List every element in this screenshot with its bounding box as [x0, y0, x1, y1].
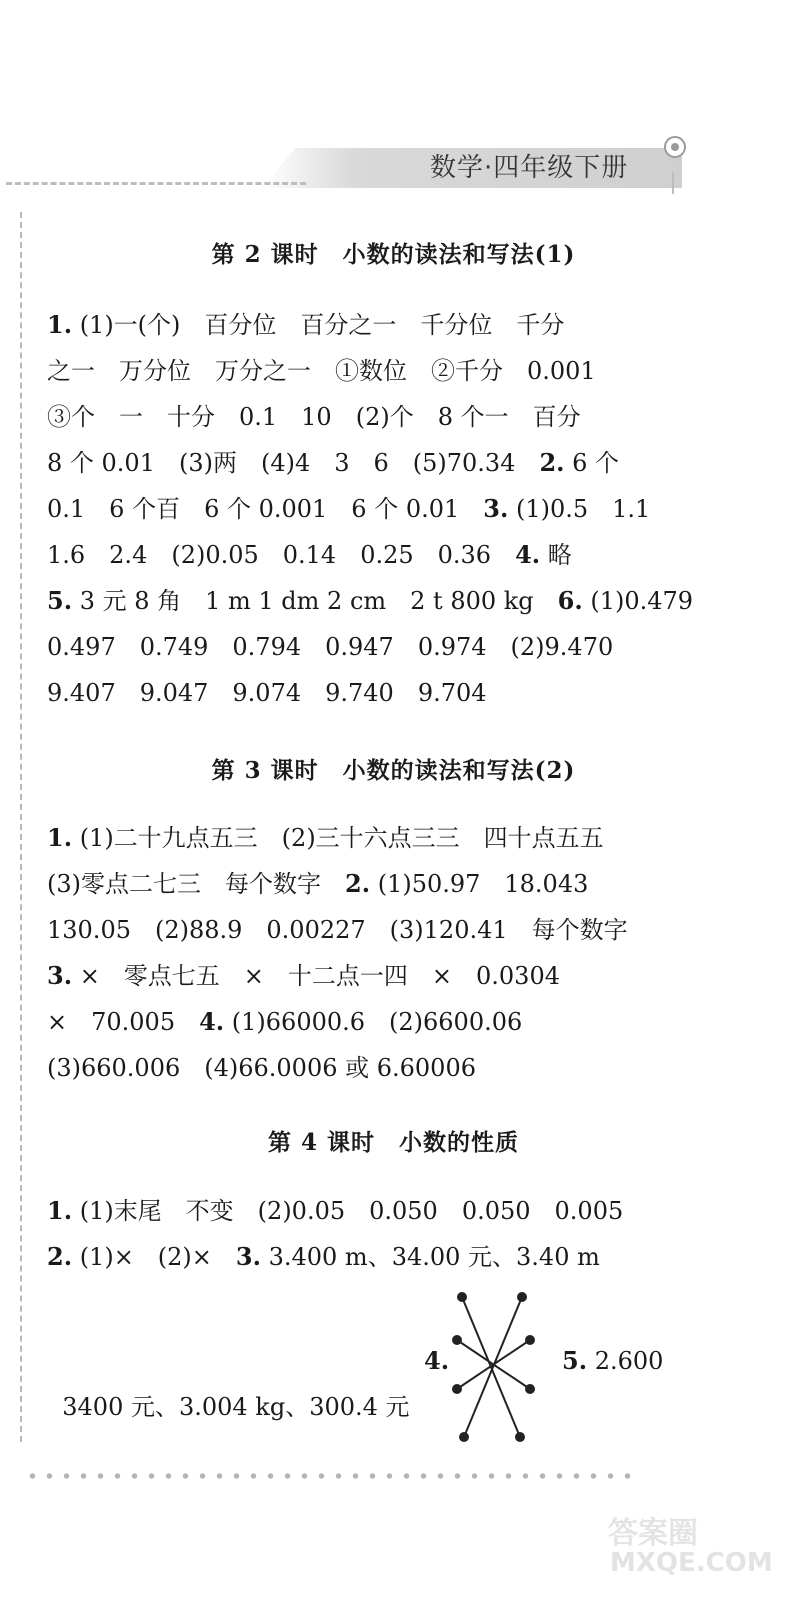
question-number: 4.	[199, 1007, 225, 1036]
answer-text: (1)× (2)×	[72, 1243, 236, 1271]
answer-text: (1)0.5 1.1	[508, 495, 651, 523]
answer-line	[47, 1234, 687, 1280]
answer-text: 9.407 9.047 9.074 9.740 9.704	[47, 679, 487, 707]
question-number: 1.	[47, 1196, 73, 1225]
answer-line	[47, 578, 694, 624]
answer-line	[47, 486, 687, 532]
answer-text: (1)一(个) 百分位 百分之一 千分位 千分	[72, 311, 565, 339]
answer-line	[47, 815, 687, 861]
question-number: 1.	[47, 823, 73, 852]
question-number: 3.	[235, 1242, 261, 1271]
answer-text: (1)末尾 不变 (2)0.05 0.050 0.050 0.005	[72, 1197, 624, 1225]
answer-text: 0.1 6 个百 6 个 0.001 6 个 0.01	[47, 495, 484, 523]
question-number: 4.	[515, 540, 541, 569]
question-5-number: 5.	[562, 1346, 588, 1375]
left-margin-rule	[20, 212, 22, 1442]
header-dash-line	[6, 182, 306, 185]
watermark-logo-text: 答案圈	[608, 1516, 698, 1551]
answer-line	[47, 394, 687, 440]
answer-text: × 零点七五 × 十二点一四 × 0.0304	[72, 962, 560, 990]
answer-text: (1)66000.6 (2)6600.06	[224, 1008, 523, 1036]
answer-text: (3)660.006 (4)66.0006 或 6.60006	[47, 1054, 476, 1082]
section-title-lesson-2: 第 2 课时 小数的读法和写法(1)	[211, 241, 576, 268]
answer-text: (3)零点二七三 每个数字	[47, 870, 345, 898]
question-5-answer: 2.600	[594, 1347, 664, 1375]
answer-text: 1.6 2.4 (2)0.05 0.14 0.25 0.36	[47, 541, 516, 569]
answer-line	[47, 1045, 687, 1091]
question-number: 3.	[483, 494, 509, 523]
question-number: 5.	[47, 586, 73, 615]
question-4-number: 4.	[424, 1346, 450, 1375]
answer-text: × 70.005	[47, 1008, 200, 1036]
answer-line	[47, 953, 687, 999]
answer-text: (1)二十九点五三 (2)三十六点三三 四十点五五	[72, 824, 604, 852]
answer-text: 6 个	[564, 449, 620, 477]
answer-line	[47, 440, 687, 486]
answer-line	[47, 861, 687, 907]
page-header-title: 数学·四年级下册	[430, 153, 629, 183]
question-number: 6.	[557, 586, 583, 615]
matching-lines-diagram	[452, 1292, 542, 1442]
question-number: 2.	[345, 869, 371, 898]
section-title-lesson-4: 第 4 课时 小数的性质	[267, 1129, 520, 1156]
question-number: 2.	[539, 448, 565, 477]
section-body-lesson-2	[47, 302, 694, 716]
answer-text: 3.400 m、34.00 元、3.40 m	[260, 1243, 600, 1271]
answer-line	[47, 670, 687, 716]
answer-text: (1)50.97 18.043	[370, 870, 589, 898]
section-body-lesson-4	[47, 1188, 687, 1280]
section-title-lesson-3: 第 3 课时 小数的读法和写法(2)	[211, 757, 576, 784]
question-number: 1.	[47, 310, 73, 339]
footer-dot-border	[24, 1468, 634, 1484]
answer-text: ③个 一 十分 0.1 10 (2)个 8 个一 百分	[47, 403, 581, 431]
answer-text: 之一 万分位 万分之一 ①数位 ②千分 0.001	[47, 357, 596, 385]
answer-text: 3 元 8 角 1 m 1 dm 2 cm 2 t 800 kg	[72, 587, 558, 615]
answer-line	[47, 348, 687, 394]
watermark-url: MXQE.COM	[610, 1548, 773, 1578]
answer-line	[47, 624, 687, 670]
answer-line	[47, 1188, 687, 1234]
answer-text: (1)0.479	[582, 587, 694, 615]
header-right-rule	[672, 172, 674, 194]
question-number: 3.	[47, 961, 73, 990]
question-5	[562, 1338, 663, 1384]
answer-text: 130.05 (2)88.9 0.00227 (3)120.41 每个数字	[47, 916, 628, 944]
answer-line	[47, 532, 687, 578]
answer-text: 0.497 0.749 0.794 0.947 0.974 (2)9.470	[47, 633, 614, 661]
answer-line	[47, 907, 687, 953]
header-circle-icon	[664, 136, 686, 158]
section-body-lesson-3	[47, 815, 687, 1091]
answer-text: 8 个 0.01 (3)两 (4)4 3 6 (5)70.34	[47, 449, 540, 477]
answer-line	[47, 999, 687, 1045]
answer-line	[47, 302, 687, 348]
answer-text: 略	[540, 541, 572, 569]
question-number: 2.	[47, 1242, 73, 1271]
answer-3-continued: 3400 元、3.004 kg、300.4 元	[62, 1393, 410, 1421]
